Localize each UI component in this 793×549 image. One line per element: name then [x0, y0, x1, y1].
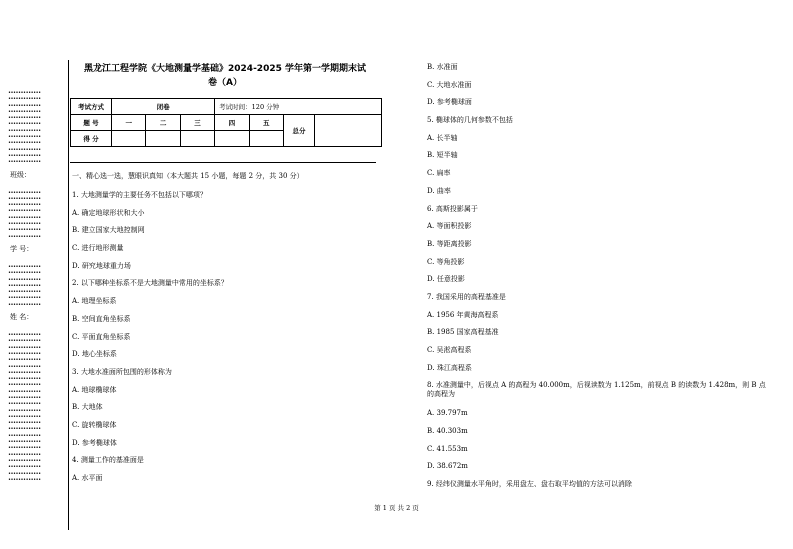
score-cell-4[interactable]	[215, 131, 249, 147]
option-text: A. 39.797m	[427, 409, 468, 418]
score-table	[70, 98, 382, 147]
section-heading: 一、精心选一选，慧眼识真知（本大题共 15 小题，每题 2 分，共 30 分）	[72, 172, 304, 180]
option-text: B. 水准面	[427, 63, 458, 71]
col-3: 三	[180, 115, 214, 131]
option-text: C. 扁率	[427, 169, 451, 178]
exam-method-label: 考试方式	[71, 99, 112, 115]
page-footer: 第 1 页 共 2 页	[374, 504, 419, 512]
option-text: C. 进行地形测量	[72, 244, 124, 253]
option-text: A. 地理坐标系	[72, 297, 117, 306]
option-text: D. 任意投影	[427, 275, 465, 284]
section-divider	[70, 162, 376, 163]
option-text: B. 40.303m	[427, 427, 468, 436]
question-text: 4. 测量工作的基准面是	[72, 456, 144, 465]
score-label: 得 分	[71, 131, 112, 147]
student-id-label: 学 号：	[10, 244, 34, 253]
left-column	[72, 172, 382, 492]
option-text: A. 水平面	[72, 474, 103, 482]
name-label: 姓 名：	[10, 313, 34, 322]
option-text: A. 确定地球形状和大小	[72, 208, 145, 217]
option-text: A. 长半轴	[427, 133, 458, 142]
option-text: B. 空间直角坐标系	[72, 314, 131, 323]
right-column	[427, 63, 767, 498]
score-cell-1[interactable]	[112, 131, 146, 147]
score-cell-5[interactable]	[249, 131, 283, 147]
option-text: D. 曲率	[427, 186, 451, 195]
cut-line-dots: ••••••••••••• ••••••••••••• ••••••••••••• ••••••••••••• ••••••••••••• ••••••••••••• •••••••••••••	[8, 263, 41, 308]
option-text: B. 等距离投影	[427, 239, 472, 248]
option-text: D. 参考椭球面	[427, 98, 472, 107]
question-text: 1. 大地测量学的主要任务不包括以下哪项？	[72, 191, 207, 199]
option-text: C. 大地水准面	[427, 80, 472, 89]
binding-line	[68, 60, 69, 530]
option-text: B. 短半轴	[427, 151, 458, 160]
question-text: 3. 大地水准面所包围的形体称为	[72, 367, 172, 376]
col-1: 一	[112, 115, 146, 131]
cut-line-dots: ••••••••••••• ••••••••••••• ••••••••••••• ••••••••••••• ••••••••••••• ••••••••••••• ••••••••••••• ••••••••••••• ••••••••••••• ••••••••••••• ••••••••••••• •••••••••••••	[8, 90, 41, 166]
option-text: A. 地球椭球体	[72, 385, 117, 394]
question-text: 8. 水准测量中，后视点 A 的高程为 40.000m，后视读数为 1.125m，前视点 B 的读数为 1.428m，则 B 点的高程为	[427, 381, 766, 399]
exam-title	[70, 62, 380, 90]
class-label: 班级：	[10, 170, 31, 179]
total-score-cell[interactable]	[315, 115, 382, 147]
option-text: C. 平面直角坐标系	[72, 332, 131, 341]
col-5: 五	[249, 115, 283, 131]
option-text: D. 38.672m	[427, 462, 468, 471]
question-text: 7. 我国采用的高程基准是	[427, 292, 506, 301]
exam-method-value: 闭卷	[112, 99, 215, 115]
col-2: 二	[146, 115, 180, 131]
option-text: A. 等面积投影	[427, 222, 472, 231]
score-cell-2[interactable]	[146, 131, 180, 147]
question-text: 6. 高斯投影属于	[427, 204, 478, 213]
option-text: C. 吴淞高程系	[427, 346, 472, 354]
exam-title-line2: 卷（A）	[208, 78, 242, 88]
cut-line-dots: ••••••••••••• ••••••••••••• ••••••••••••• ••••••••••••• ••••••••••••• ••••••••••••• ••••••••••••• •••••••••••••	[8, 189, 41, 240]
option-text: B. 建立国家大地控制网	[72, 226, 145, 235]
option-text: C. 等角投影	[427, 257, 465, 266]
question-text: 5. 椭球体的几何参数不包括	[427, 116, 513, 125]
question-no-label: 题 号	[71, 115, 112, 131]
option-text: C. 41.553m	[427, 444, 468, 453]
exam-title-line1: 黑龙江工程学院《大地测量学基础》2024-2025 学年第一学期期末试	[84, 64, 366, 74]
option-text: B. 1985 国家高程基准	[427, 328, 499, 337]
option-text: D. 地心坐标系	[72, 350, 117, 359]
option-text: C. 旋转椭球体	[72, 420, 117, 429]
question-text: 2. 以下哪种坐标系不是大地测量中常用的坐标系？	[72, 279, 228, 288]
score-cell-3[interactable]	[180, 131, 214, 147]
option-text: D. 参考椭球体	[72, 438, 117, 447]
exam-time: 考试时间：120 分钟	[215, 99, 382, 115]
binding-margin	[8, 90, 62, 483]
col-4: 四	[215, 115, 249, 131]
option-text: D. 研究地球重力场	[72, 261, 131, 270]
option-text: D. 珠江高程系	[427, 363, 472, 372]
cut-line-dots: ••••••••••••• ••••••••••••• ••••••••••••• ••••••••••••• ••••••••••••• ••••••••••••• ••••••••••••• ••••••••••••• ••••••••••••• ••••••••••••• ••••••••••••• ••••••••••••• ••••••••••••• ••••••••••••• ••••••••••••• ••••••••••••• ••••••••••••• ••••••••••••• ••••••••••••• ••••••••••••• ••••••••••••• ••••••••••••• ••••••••••••• •••••••••••••	[8, 332, 41, 483]
option-text: A. 1956 年黄海高程系	[427, 310, 499, 319]
option-text: B. 大地体	[72, 403, 103, 412]
total-label: 总分	[284, 115, 315, 147]
question-text: 9. 经纬仪测量水平角时，采用盘左、盘右取平均值的方法可以消除	[427, 480, 632, 489]
